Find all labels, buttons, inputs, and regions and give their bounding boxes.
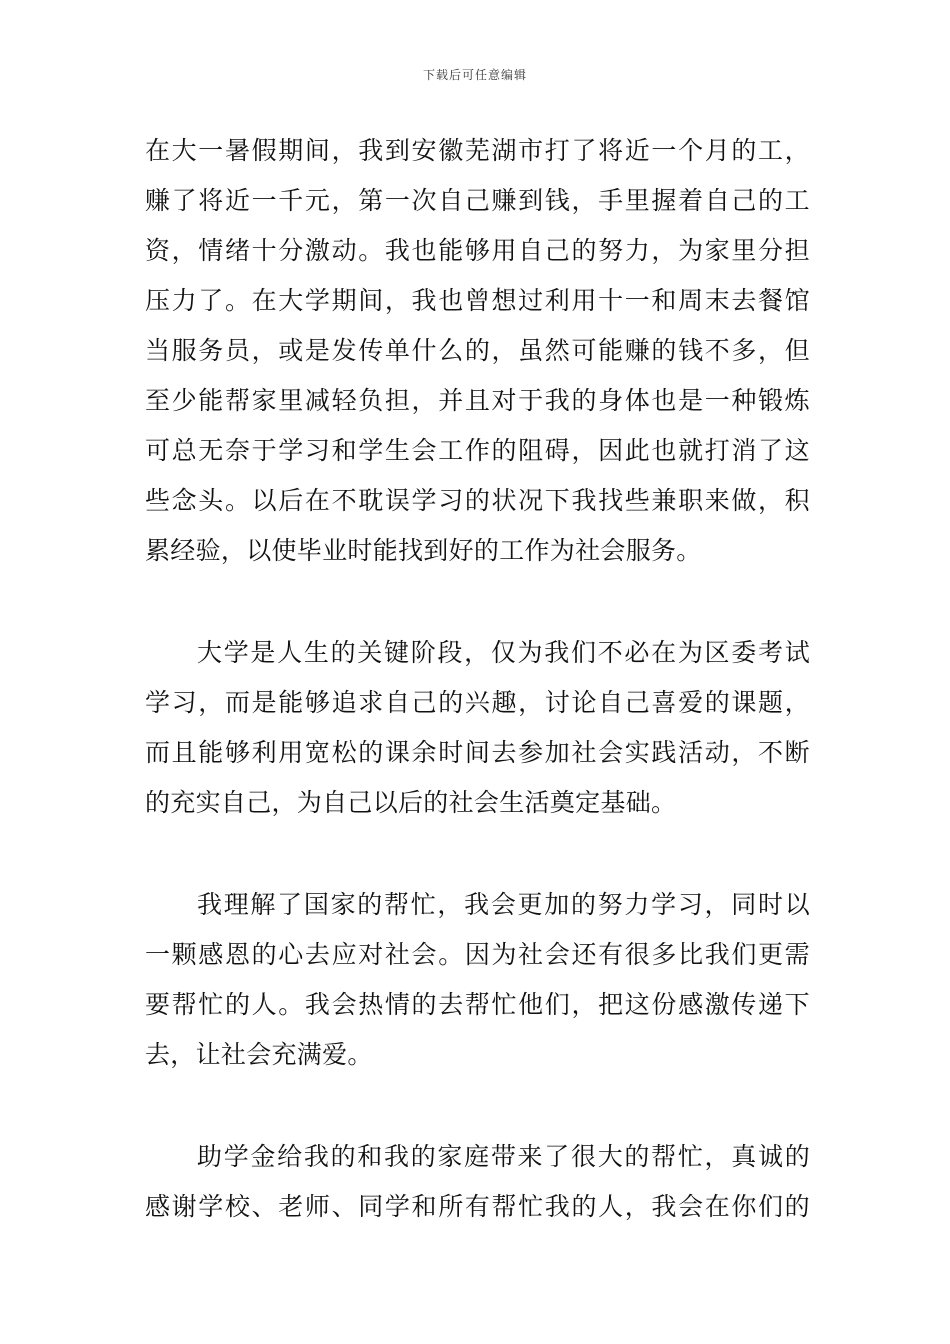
text-line: 学习，而是能够追求自己的兴趣，讨论自己喜爱的课题， xyxy=(145,688,810,717)
text-line: 的充实自己，为自己以后的社会生活奠定基础。 xyxy=(145,788,677,817)
text-line: 助学金给我的和我的家庭带来了很大的帮忙，真诚的 xyxy=(197,1142,810,1171)
document-body xyxy=(145,126,810,1232)
text-line: 累经验，以使毕业时能找到好的工作为社会服务。 xyxy=(145,536,702,565)
text-line: 赚了将近一千元，第一次自己赚到钱，手里握着自己的工 xyxy=(145,186,810,215)
text-line: 些念头。以后在不耽误学习的状况下我找些兼职来做，积 xyxy=(145,486,810,515)
page-header: 下载后可任意编辑 xyxy=(422,68,527,82)
text-line: 要帮忙的人。我会热情的去帮忙他们，把这份感激传递下 xyxy=(145,990,810,1019)
paragraph-1 xyxy=(145,126,810,576)
text-line: 可总无奈于学习和学生会工作的阻碍，因此也就打消了这 xyxy=(145,436,810,465)
text-line: 去，让社会充满爱。 xyxy=(145,1040,373,1069)
text-line: 大学是人生的关键阶段，仅为我们不必在为区委考试 xyxy=(197,638,810,667)
text-line: 资，情绪十分激动。我也能够用自己的努力，为家里分担 xyxy=(145,236,810,265)
text-line: 压力了。在大学期间，我也曾想过利用十一和周末去餐馆 xyxy=(145,286,810,315)
text-line: 我理解了国家的帮忙，我会更加的努力学习，同时以 xyxy=(197,890,810,919)
paragraph-4 xyxy=(145,1132,810,1232)
text-line: 感谢学校、老师、同学和所有帮忙我的人，我会在你们的 xyxy=(145,1192,810,1221)
paragraph-3 xyxy=(145,880,810,1080)
text-line: 至少能帮家里减轻负担，并且对于我的身体也是一种锻炼 xyxy=(145,386,810,415)
text-line: 而且能够利用宽松的课余时间去参加社会实践活动，不断 xyxy=(145,738,810,767)
text-line: 在大一暑假期间，我到安徽芜湖市打了将近一个月的工， xyxy=(145,136,810,165)
paragraph-2 xyxy=(145,628,810,828)
text-line: 当服务员，或是发传单什么的，虽然可能赚的钱不多，但 xyxy=(145,336,810,365)
text-line: 一颗感恩的心去应对社会。因为社会还有很多比我们更需 xyxy=(145,940,810,969)
